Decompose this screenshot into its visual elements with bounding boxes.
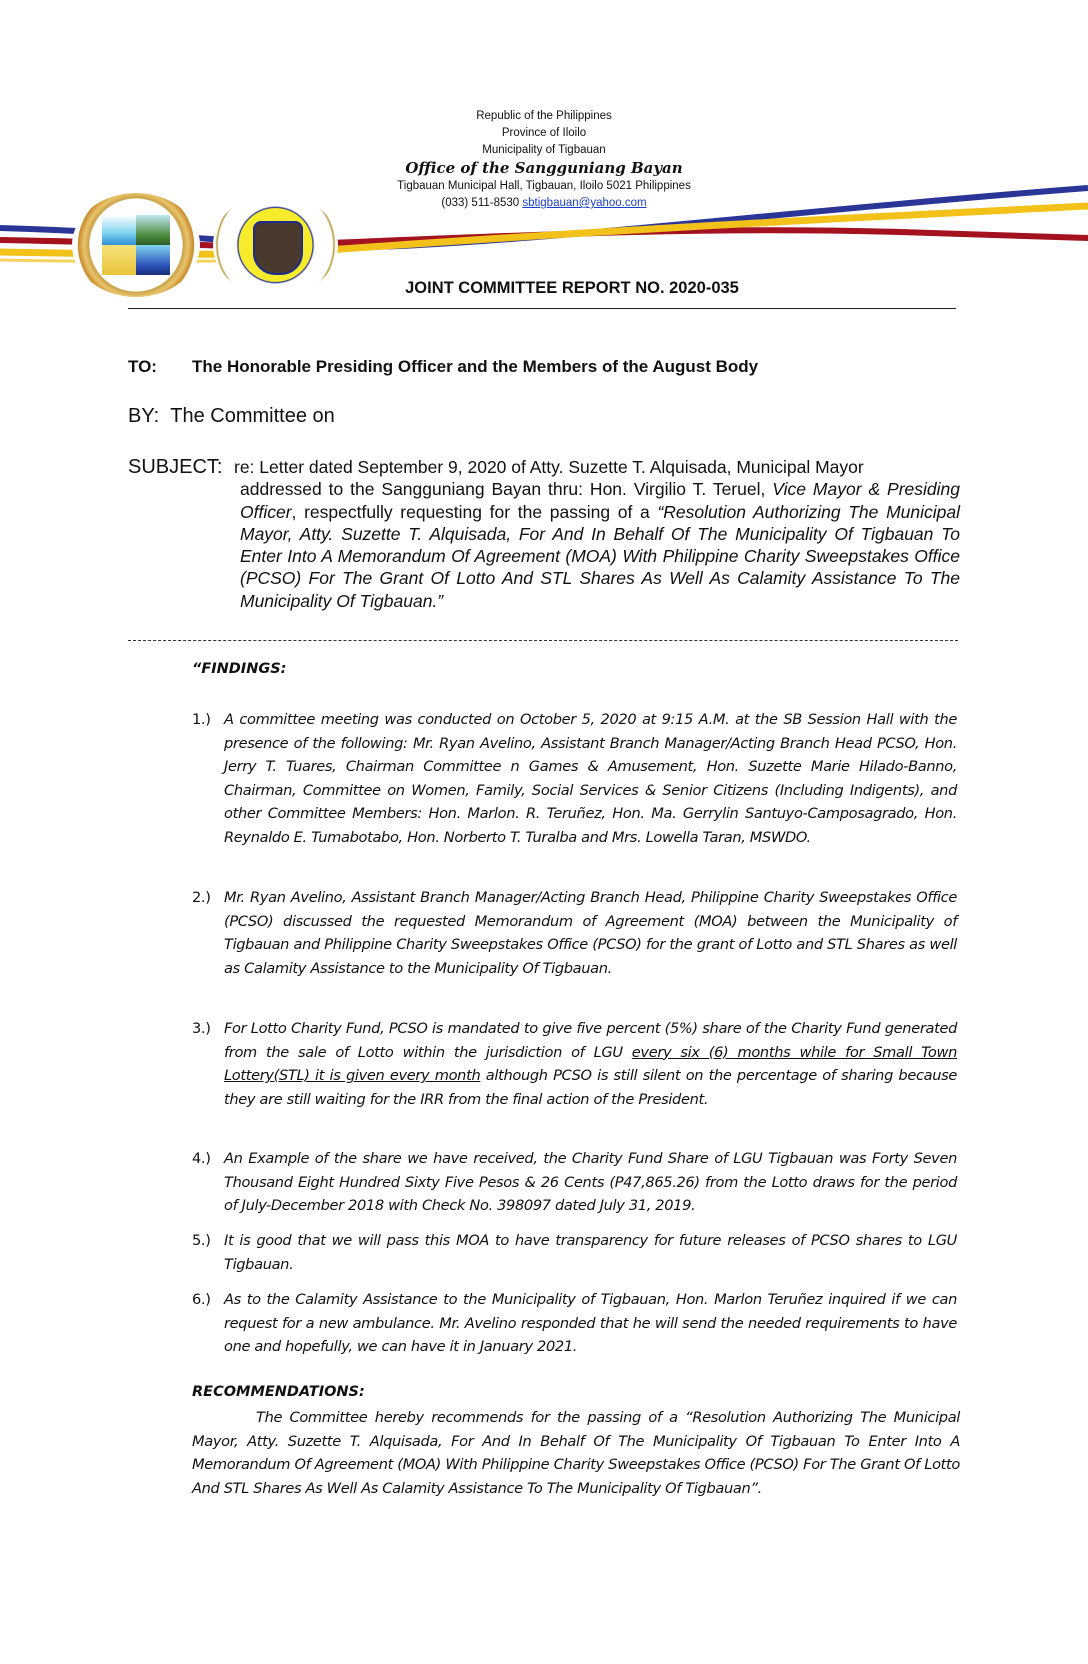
letterhead-province: Province of Iloilo — [501, 127, 587, 139]
subject-text-2: , respectfully requesting for the passing of a — [291, 501, 658, 522]
seal-rice-icon — [102, 245, 136, 275]
finding-text: It is good that we will pass this MOA to have transparency for future releases of PCSO shares to LGU Tigbauan. — [224, 1232, 957, 1273]
finding-underlined-text: every six (6) months while for Small Town Lottery(STL) it is given every month — [224, 1043, 957, 1085]
finding-text: An Example of the share we have received, the Charity Fund Share of LGU Tigbauan was Forty Seven Thousand Eight Hundred Sixty Five Pesos & 26 Cents (P47,865.26) from the Lotto draws for the period of July-December 2018 with Check No. 398097 dated July 31, 2019. — [224, 1150, 957, 1215]
letterhead-contact — [0, 195, 1088, 212]
dashed-divider — [128, 640, 958, 641]
letterhead-municipality: Municipality of Tigbauan — [482, 144, 606, 156]
finding-number: 2.) — [192, 889, 211, 906]
by-line — [128, 405, 335, 428]
seal-boats-icon — [136, 245, 170, 275]
finding-number: 3.) — [192, 1020, 211, 1037]
letterhead-address: Tigbauan Municipal Hall, Tigbauan, Iloilo 5021 Philippines — [397, 180, 691, 192]
letterhead-republic: Republic of the Philippines — [476, 110, 612, 122]
finding-number: 4.) — [192, 1150, 211, 1167]
subject-first-line: re: Letter dated September 9, 2020 of Atty. Suzette T. Alquisada, Municipal Mayor — [234, 457, 864, 477]
seal-shield-icon — [253, 221, 303, 275]
letterhead — [0, 108, 1088, 212]
finding-number: 5.) — [192, 1232, 211, 1249]
findings-heading: “FINDINGS: — [192, 661, 287, 677]
subject-resolution-title: “Resolution Authorizing The Municipal Mayor, Atty. Suzette T. Alquisada, For And In Behalf Of The Municipality Of Tigbauan To Enter Into A Memorandum Of Agreement (MOA) With Philippine Charity Sweepstakes Office (PCSO) For The Grant Of Lotto And STL Shares As Well As Calamity Assistance To The Municipality Of Tigbauan.” — [240, 501, 960, 611]
finding-item-4 — [192, 1147, 957, 1218]
report-title: JOINT COMMITTEE REPORT NO. 2020-035 — [405, 279, 739, 297]
recommendations-heading: RECOMMENDATIONS: — [192, 1384, 365, 1400]
finding-text — [224, 1017, 957, 1111]
finding-item-1 — [192, 708, 957, 850]
subject-label: SUBJECT: — [128, 456, 223, 478]
letterhead-office: Office of the Sangguniang Bayan — [405, 159, 683, 177]
finding-item-6 — [192, 1288, 957, 1359]
finding-text: As to the Calamity Assistance to the Municipality of Tigbauan, Hon. Marlon Teruñez inquired if we can request for a new ambulance. Mr. Avelino responded that he will send the needed requirements to have one and hopefully, we can have it in January 2021. — [224, 1291, 957, 1356]
to-label: TO: — [128, 357, 157, 376]
by-value: The Committee on — [170, 405, 335, 427]
letterhead-phone: (033) 511-8530 — [441, 197, 520, 209]
recommendations-text: The Committee hereby recommends for the passing of a “Resolution Authorizing The Municipal Mayor, Atty. Suzette T. Alquisada, For And In Behalf Of The Municipality Of Tigbauan To Enter Into A Memorandum Of Agreement (MOA) With Philippine Charity Sweepstakes Office (PCSO) For The Grant Of Lotto And STL Shares As Well As Calamity Assistance To The Municipality Of Tigbauan”. — [192, 1409, 960, 1497]
finding-item-2 — [192, 886, 957, 980]
subject-text-1: addressed to the Sangguniang Bayan thru: Hon. Virgilio T. Teruel, — [240, 479, 773, 500]
by-label: BY: — [128, 405, 160, 427]
finding-text: A committee meeting was conducted on October 5, 2020 at 9:15 A.M. at the SB Session Hall with the presence of the following: Mr. Ryan Avelino, Assistant Branch Manager/Acting Branch Head PCSO, Hon. Jerry T. Tuares, Chairman Committee n Games & Amusement, Hon. Suzette Marie Hilado-Banno, Chairman, Committee on Women, Family, Social Services & Senior Citizens (Including Indigents), and other Committee Members: Hon. Marlon. R. Teruñez, Hon. Ma. Gerrylin Santuyo-Camposagrado, Hon. Reynaldo E. Tumabotabo, Hon. Norberto T. Turalba and Mrs. Lowella Taran, MSWDO. — [224, 711, 957, 846]
finding-text-part: although PCSO is still silent on the percentage of sharing because they are still waiting for the IRR from the final action of the President. — [224, 1067, 958, 1108]
seal-palm-icon — [136, 215, 170, 245]
to-line — [128, 357, 758, 377]
subject-continuation — [240, 478, 960, 612]
to-value: The Honorable Presiding Officer and the Members of the August Body — [192, 357, 759, 376]
letterhead-email-link[interactable]: sbtigbauan@yahoo.com — [522, 197, 647, 209]
finding-number: 6.) — [192, 1291, 211, 1308]
finding-text-part: For Lotto Charity Fund, PCSO is mandated to give five percent (5%) share of the Charity Fund generated from the sale of Lotto within the jurisdiction of LGU — [224, 1020, 957, 1061]
title-rule-divider — [128, 308, 956, 309]
subject-vice-mayor: Vice Mayor & Presiding Officer — [240, 479, 961, 522]
finding-item-3 — [192, 1017, 957, 1111]
finding-text: Mr. Ryan Avelino, Assistant Branch Manager/Acting Branch Head, Philippine Charity Sweepstakes Office (PCSO) discussed the requested Memorandum of Agreement (MOA) between the Municipality of Tigbauan and Philippine Charity Sweepstakes Office (PCSO) for the grant of Lotto and STL Shares as well as Calamity Assistance to the Municipality Of Tigbauan. — [224, 889, 957, 977]
finding-item-5 — [192, 1229, 957, 1276]
seal-sailboat-icon — [102, 215, 136, 245]
finding-number: 1.) — [192, 711, 211, 728]
